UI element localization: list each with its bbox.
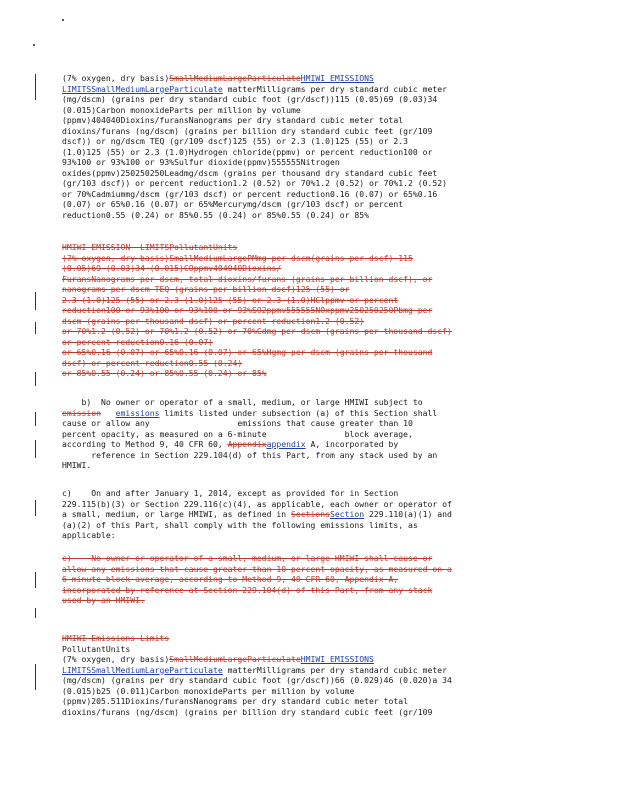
deleted-paragraph-c: c) No owner or operator of a small, medium, or large HMIWI shall cause or allow any emissions that cause greater than 10 percent opacity, as measured on a 6-minute block average, according to Method 9, 40 CFR 60, Appendix A, incorporated by reference at Section 229.104(d) of this Part, from any stack used by an HMIWI. <box>62 553 452 605</box>
line-text: matterMilligrams per dry standard cubic meter <box>222 664 447 675</box>
line-text: according to Method 9, 40 CFR 60, <box>62 439 228 449</box>
line-text: reference in Section 229.104(d) of this Part, from any stack used by an <box>62 449 438 460</box>
emission-limits-table-text-2 <box>62 633 582 717</box>
line-text: a small, medium, or large HMIWI, as defined in <box>62 509 292 519</box>
line-text: (a)(2) of this Part, shall comply with the following emissions limits, as <box>62 519 418 530</box>
revision-bar <box>35 500 36 516</box>
line-text: percent opacity, as measured on a 6-minute block average, <box>62 428 413 439</box>
line-text: cause or allow any emissions that cause greater than 10 <box>62 418 413 428</box>
deleted-text: Appendix <box>227 439 267 449</box>
paragraph-c <box>62 488 582 541</box>
speck-mark <box>33 44 35 46</box>
table-body-text: (mg/dscm) (grains per dry standard cubic foot (gr/dscf))115 (0.05)69 (0.03)34 (0.015)Carbon monoxideParts per million by volume (ppmv)404040Dioxins/furansNanograms per dry standard cubic meter total dioxins/furans (ng/dscm) (grains per billion dry standard cubic feet (gr/109 dscf)) or ng/dscm TEQ (gr/109 dscf)125 (55) or 2.3 (1.0)125 (55) or 2.3 (1.0)125 (55) or 2.3 (1.0)Hydrogen chloride(ppmv) or percent reduction100 or 93%100 or 93%100 or 93%Sulfur dioxide(ppmv)555555Nitrogen oxides(ppmv)250250250Leadmg/dscm (grains per thousand dry standard cubic feet (gr/103 dscf)) or percent reduction1.2 (0.52) or 70%1.2 (0.52) or 70%1.2 (0.52) or 70%Cadmiummg/dscm (gr/103 dscf) or percent reduction0.16 (0.07) or 65%0.16 (0.07) or 65%0.16 (0.07) or 65%Mercurymg/dscm (gr/103 dscf) or percent reduction0.55 (0.24) or 85%0.55 (0.24) or 85%0.55 (0.24) or 85% <box>62 94 447 220</box>
deleted-text: Sections <box>291 509 331 519</box>
deleted-emission-table: HMIWI EMISSION LIMITSPollutantUnits (7% oxygen, dry basis)SmallMediumLargePMmg per dscm(grains per dscf) 115 (0.05)69 (0.03)34 (0.015)COppmv404040Dioxins/ FuransNanograms per dscm, total dioxins/furans (grains per billion dscf), or nanograms per dscm TEQ (grains per billion dscf)125 (55) or 2.3 (1.0)125 (55) or 2.3 (1.0)125 (55) or 2.3 (1.0)HClppmv or percent reduction100 or 93%100 or 93%100 or 93%SO2ppmv555555NOxppmv250250250Pbmg per dscm (grains per thousand dscf) or percent reduction1.2 (0.52) or 70%1.2 (0.52) or 70%1.2 (0.52) or 70%Cdmg per dscm (grains per thousand dscf) or percent reduction0.16 (0.07) or 65%0.16 (0.07) or 65%0.16 (0.07) or 65%Hgmg per dscm (grains per thousand dscf) or percent reduction0.55 (0.24) or 85%0.55 (0.24) or 85%0.55 (0.24) or 85% <box>62 242 452 378</box>
line-text: HMIWI. <box>62 460 92 470</box>
deleted-text: SmallMediumLargeParticulate <box>169 73 301 83</box>
revision-bar <box>35 412 36 426</box>
inserted-text: emissions <box>115 407 160 418</box>
revision-bar <box>35 572 36 588</box>
revision-bar <box>35 608 36 618</box>
deleted-text: SmallMediumLargeParticulate <box>169 654 301 664</box>
revision-bar <box>35 74 36 100</box>
line-text: matterMilligrams per dry standard cubic meter <box>222 83 447 94</box>
inserted-text: HMIWI EMISSIONS <box>300 73 374 83</box>
revision-bar <box>35 664 36 690</box>
line-text: PollutantUnits <box>62 643 131 654</box>
line-text: 229.110(a)(1) and <box>364 509 452 519</box>
inserted-text: HMIWI EMISSIONS <box>300 654 374 664</box>
revision-bar <box>35 322 36 334</box>
line-text: b) No owner or operator of a small, medium, or large HMIWI subject to <box>62 397 423 407</box>
inserted-text: LIMITSSmallMediumLargeParticulate <box>62 664 223 675</box>
line-text: applicable: <box>62 530 116 540</box>
table-body-text: (mg/dscm) (grains per dry standard cubic foot (gr/dscf))66 (0.029)46 (0.020)a 34 (0.015)b25 (0.011)Carbon monoxideParts per million by volume (ppmv)205.511Dioxins/furansNanograms per dry standard cubic meter total dioxins/furans (ng/dscm) (grains per billion dry standard cubic feet (gr/109 <box>62 675 452 717</box>
revision-bar <box>35 372 36 386</box>
deleted-heading: HMIWI Emissions Limits <box>62 633 170 643</box>
inserted-text: LIMITSSmallMediumLargeParticulate <box>62 83 223 94</box>
line-text: c) On and after January 1, 2014, except as provided for in Section <box>62 488 399 498</box>
line-text: (7% oxygen, dry basis) <box>62 654 170 664</box>
inserted-text: appendix <box>266 439 306 449</box>
paragraph-b <box>62 397 582 471</box>
deleted-text: emission <box>62 407 101 418</box>
revision-bar <box>35 292 36 310</box>
revision-bar <box>35 440 36 458</box>
line-text: A, incorporated by <box>305 439 399 449</box>
line-text: 229.115(b)(3) or Section 229.116(c)(4), as applicable, each owner or operator of <box>62 498 452 509</box>
line-text: (7% oxygen, dry basis) <box>62 73 170 83</box>
line-text: limits listed under subsection (a) of this Section shall <box>159 407 438 418</box>
emission-limits-table-text <box>62 73 582 220</box>
speck-mark <box>62 19 64 21</box>
inserted-text: Section <box>330 509 365 519</box>
